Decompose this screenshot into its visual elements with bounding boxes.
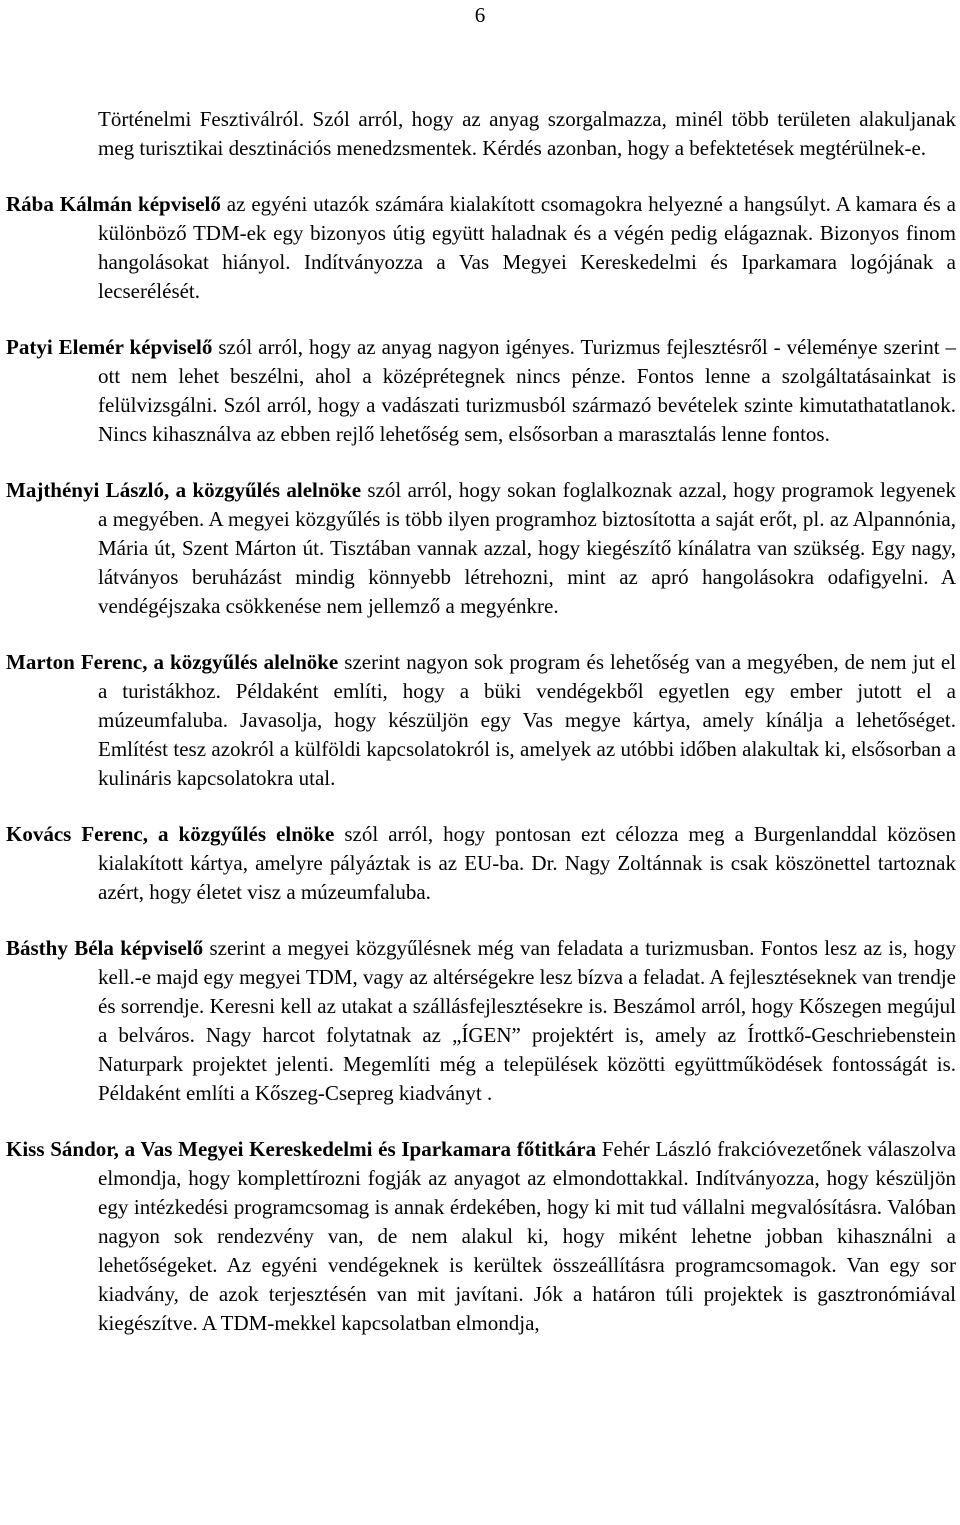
speaker-name: Marton Ferenc, a közgyűlés alelnöke <box>6 650 339 674</box>
document-body <box>0 105 956 1338</box>
paragraph-continuation <box>0 105 956 163</box>
speaker-name: Majthényi László, a közgyűlés alelnöke <box>6 478 362 502</box>
speaker-name: Kovács Ferenc, a közgyűlés elnöke <box>6 822 335 846</box>
speaker-name: Rába Kálmán képviselő <box>6 192 221 216</box>
paragraph-marton-ferenc <box>0 648 956 793</box>
paragraph-text: szerint nagyon sok program és lehetőség van a megyében, de nem jut el a turistákhoz. Példaként említi, hogy a büki vendégekből egyetlen egy ember jutott el a múzeumfaluba. Javasolja, hogy készüljön egy Vas megye kártya, amely kínálja a lehetőséget. Említést tesz azokról a külföldi kapcsolatokról is, amelyek az utóbbi időben alakultak ki, elsősorban a kulináris kapcsolatokra utal. <box>98 650 956 790</box>
paragraph-text: Történelmi Fesztiválról. Szól arról, hogy az anyag szorgalmazza, minél több területen alakuljanak meg turisztikai desztinációs menedzsmentek. Kérdés azonban, hogy a befektetések megtérülnek-e. <box>98 107 956 160</box>
speaker-name: Patyi Elemér képviselő <box>6 335 213 359</box>
paragraph-text: Fehér László frakcióvezetőnek válaszolva elmondja, hogy komplettírozni fogják az anyagot az elmondottakkal. Indítványozza, hogy készüljön egy intézkedési programcsomag is annak érdekében, hogy ki mit tud vállalni megvalósításra. Valóban nagyon sok rendezvény van, de nem alakul ki, hogy miként lehetne jobban kihasználni a lehetőségeket. Az egyéni vendégeknek is kerültek összeállításra programcsomagok. Van egy sor kiadvány, de azok terjesztésén van mit javítani. Jók a határon túli projektek is gasztronómiával kiegészítve. A TDM-mekkel kapcsolatban elmondja, <box>98 1137 957 1335</box>
paragraph-basthy-bela <box>0 934 956 1108</box>
page-number: 6 <box>474 3 486 27</box>
speaker-name: Kiss Sándor, a Vas Megyei Kereskedelmi és Iparkamara főtitkára <box>6 1137 597 1161</box>
paragraph-text: az egyéni utazók számára kialakított csomagokra helyezné a hangsúlyt. A kamara és a különböző TDM-ek egy bizonyos útig együtt haladnak és a végén pedig elágaznak. Bizonyos finom hangolásokat hiányol. Indítványozza a Vas Megyei Kereskedelmi és Iparkamara logójának a lecserélését. <box>98 192 956 303</box>
paragraph-kiss-sandor <box>0 1135 956 1338</box>
paragraph-text: szól arról, hogy pontosan ezt célozza meg a Burgenlanddal közösen kialakított kártya, amelyre pályáztak is az EU-ba. Dr. Nagy Zoltánnak is csak köszönettel tartoznak azért, hogy életet visz a múzeumfaluba. <box>98 822 956 904</box>
paragraph-majthenyi-laszlo <box>0 476 956 621</box>
paragraph-text: szerint a megyei közgyűlésnek még van feladata a turizmusban. Fontos lesz az is, hogy kell.-e majd egy megyei TDM, vagy az altérségekre lesz bízva a feladat. A fejlesztéseknek van trendje és sorrendje. Keresni kell az utakat a szállásfejlesztésekre is. Beszámol arról, hogy Kőszegen megújul a belváros. Nagy harcot folytatnak az „ÍGEN” projektért is, amely az Írottkő-Geschriebenstein Naturpark projektet jelenti. Megemlíti még a települések közötti együttműködések fontosságát is. Példaként említi a Kőszeg-Csepreg kiadványt . <box>98 936 956 1105</box>
paragraph-text: szól arról, hogy sokan foglalkoznak azzal, hogy programok legyenek a megyében. A megyei közgyűlés is több ilyen programhoz biztosította a saját erőt, pl. az Alpannónia, Mária út, Szent Márton út. Tisztában vannak azzal, hogy kiegészítő kínálatra van szükség. Egy nagy, látványos beruházást mindig könnyebb létrehozni, mint az apró hangolásokra odafigyelni. A vendégéjszaka csökkenése nem jellemző a megyénkre. <box>98 478 956 618</box>
speaker-name: Básthy Béla képviselő <box>6 936 204 960</box>
paragraph-text: szól arról, hogy az anyag nagyon igényes. Turizmus fejlesztésről - véleménye szerint – ott nem lehet beszélni, ahol a középrétegnek nincs pénze. Fontos lenne a szolgáltatásainkat is felülvizsgálni. Szól arról, hogy a vadászati turizmusból származó bevételek szinte kimutathatatlanok. Nincs kihasználva az ebben rejlő lehetőség sem, elsősorban a marasztalás lenne fontos. <box>98 335 956 446</box>
paragraph-patyi-elemer <box>0 333 956 449</box>
paragraph-kovacs-ferenc <box>0 820 956 907</box>
paragraph-raba-kalman <box>0 190 956 306</box>
